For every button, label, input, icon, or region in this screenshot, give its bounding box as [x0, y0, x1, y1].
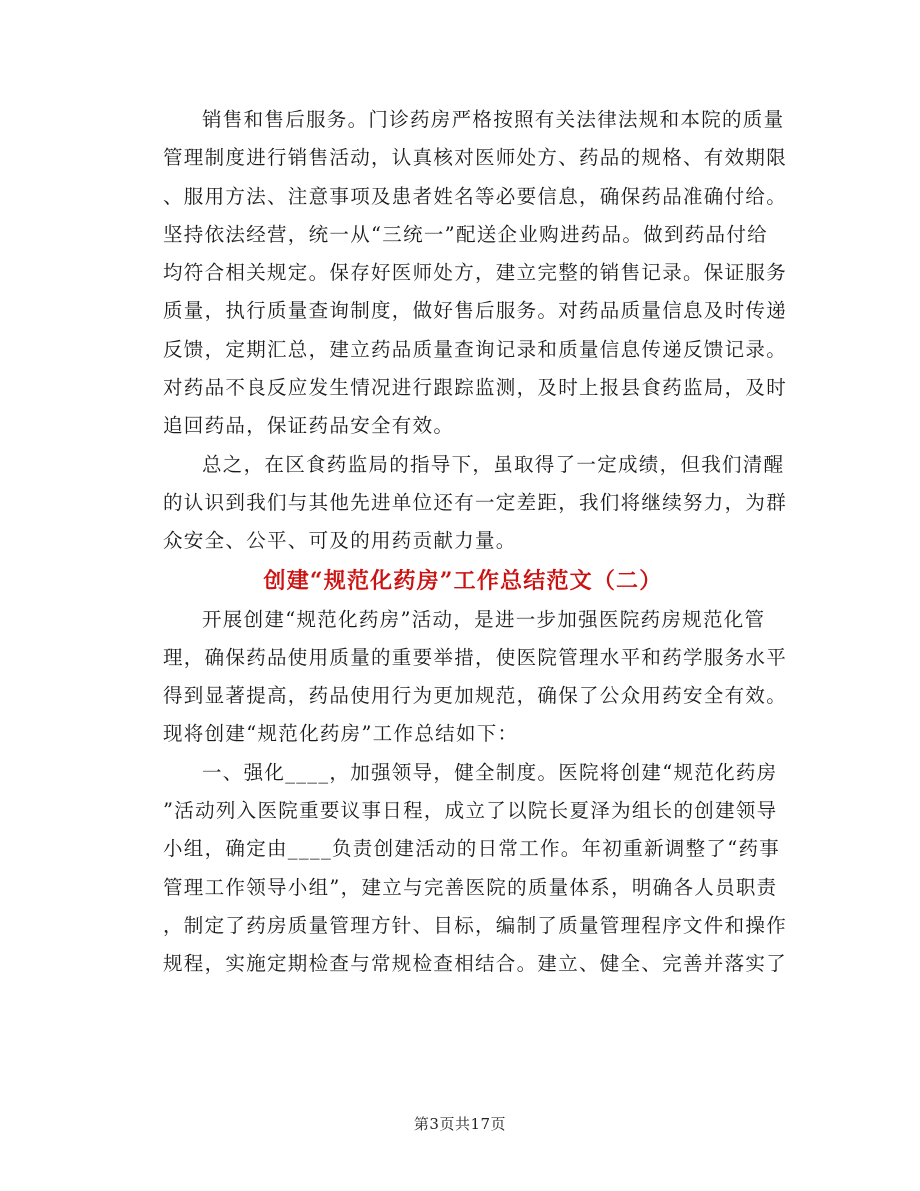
text-line: 理，确保药品使用质量的重要举措，使医院管理水平和药学服务水平 — [163, 645, 788, 669]
text-line: 均符合相关规定。保存好医师处方，建立完整的销售记录。保证服务 — [163, 261, 788, 285]
text-line: 管理制度进行销售活动，认真核对医师处方、药品的规格、有效期限 — [163, 146, 788, 170]
document-body — [163, 101, 788, 984]
text-line: 得到显著提高，药品使用行为更加规范，确保了公众用药安全有效。 — [163, 684, 788, 708]
paragraph-sales-service — [163, 101, 788, 446]
text-line: 众安全、公平、可及的用药贡献力量。 — [163, 529, 517, 553]
text-line: 开展创建“规范化药房”活动，是进一步加强医院药房规范化管 — [202, 607, 766, 631]
section-heading: 创建“规范化药房”工作总结范文（二） — [263, 567, 663, 594]
text-line: 一、强化____，加强领导，健全制度。医院将创建“规范化药房 — [202, 760, 778, 784]
bottom-paragraphs — [163, 601, 788, 984]
text-line: 、服用方法、注意事项及患者姓名等必要信息，确保药品准确付给。 — [163, 184, 788, 208]
text-line: 质量，执行质量查询制度，做好售后服务。对药品质量信息及时传递 — [163, 299, 788, 323]
page-number-footer: 第3页共17页 — [413, 1115, 507, 1133]
paragraph-introduction — [163, 601, 788, 754]
text-line: 坚持依法经营，统一从“三统一”配送企业购进药品。做到药品付给 — [163, 222, 768, 246]
text-line: 现将创建“规范化药房”工作总结如下： — [163, 722, 519, 746]
text-line: 的认识到我们与其他先进单位还有一定差距，我们将继续努力，为群 — [163, 490, 788, 514]
top-paragraphs — [163, 101, 788, 561]
text-line: 管理工作领导小组”，建立与完善医院的质量体系，明确各人员职责 — [163, 875, 778, 899]
text-line: 追回药品，保证药品安全有效。 — [163, 414, 455, 438]
text-line: 规程，实施定期检查与常规检查相结合。建立、健全、完善并落实了 — [163, 952, 788, 976]
paragraph-section-one — [163, 754, 788, 984]
text-line: 小组，确定由____负责创建活动的日常工作。年初重新调整了“药事 — [163, 837, 781, 861]
text-line: 销售和售后服务。门诊药房严格按照有关法律法规和本院的质量 — [202, 108, 785, 131]
text-line: ，制定了药房质量管理方针、目标，编制了质量管理程序文件和操作 — [163, 913, 788, 937]
paragraph-conclusion — [163, 446, 788, 561]
text-line: 对药品不良反应发生情况进行跟踪监测，及时上报县食药监局，及时 — [163, 376, 788, 400]
text-line: 反馈，定期汇总，建立药品质量查询记录和质量信息传递反馈记录。 — [163, 337, 788, 361]
text-line: 总之，在区食药监局的指导下，虽取得了一定成绩，但我们清醒 — [202, 452, 785, 476]
text-line: ”活动列入医院重要议事日程，成立了以院长夏泽为组长的创建领导 — [163, 799, 778, 823]
